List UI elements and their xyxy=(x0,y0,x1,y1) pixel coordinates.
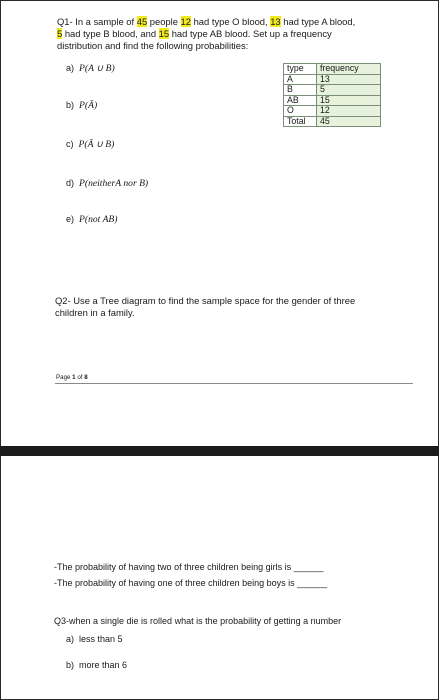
q1-line-1: Q1- In a sample of 45 people 12 had type O blood, 13 had type A blood, xyxy=(57,16,356,27)
part-b-expr: P(Ā) xyxy=(79,100,98,111)
q3-text: Q3-when a single die is rolled what is the probability of getting a number xyxy=(54,616,342,626)
q1-line-3: distribution and find the following probabilities: xyxy=(57,40,249,51)
frequency-table xyxy=(283,63,381,127)
part-a: a) P(A ∪ B) xyxy=(66,63,115,74)
table-header-row xyxy=(284,64,381,75)
page-footer: Page 1 of 8 xyxy=(56,374,88,381)
q2-line-1: Q2- Use a Tree diagram to find the sample space for the gender of three xyxy=(55,295,356,306)
part-e-expr: P(not AB) xyxy=(79,214,118,225)
q3-part-b: b) more than 6 xyxy=(66,660,128,670)
table-cell-type: O xyxy=(284,106,317,117)
table-cell-type: A xyxy=(284,74,317,85)
part-d: d) P(neitherA nor B) xyxy=(66,178,149,189)
q1-line-2: 5 had type B blood, and 15 had type AB blood. Set up a frequency xyxy=(57,28,332,39)
table-cell-frequency: 12 xyxy=(317,106,381,117)
table-row xyxy=(284,95,381,106)
table-cell-frequency: 13 xyxy=(317,74,381,85)
part-c-expr: P(Ā ∪ B) xyxy=(78,139,115,150)
q2-line-2: children in a family. xyxy=(55,307,135,318)
table-row xyxy=(284,85,381,96)
probability-boys-line: -The probability of having one of three children being boys is ______ xyxy=(54,578,328,588)
highlight-total: 45 xyxy=(136,16,148,27)
header-type: type xyxy=(284,64,317,75)
table-row xyxy=(284,106,381,117)
q3-part-a: a) less than 5 xyxy=(66,634,123,644)
part-d-expr: P(neitherA nor B) xyxy=(79,178,149,189)
highlight-b-count: 5 xyxy=(57,28,63,39)
table-cell-frequency: 5 xyxy=(317,85,381,96)
part-a-expr: P(A ∪ B) xyxy=(79,63,115,74)
page-divider xyxy=(0,446,439,456)
part-b: b) P(Ā) xyxy=(66,100,98,111)
highlight-a-count: 13 xyxy=(270,16,281,27)
part-c: c) P(Ā ∪ B) xyxy=(66,139,115,150)
table-row xyxy=(284,74,381,85)
table-row xyxy=(284,116,381,127)
table-cell-type: AB xyxy=(284,95,317,106)
highlight-o-count: 12 xyxy=(180,16,191,27)
highlight-ab-count: 15 xyxy=(158,28,170,39)
part-e: e) P(not AB) xyxy=(66,214,118,225)
table-cell-frequency: 45 xyxy=(317,116,381,127)
footer-rule xyxy=(55,383,413,384)
table-cell-frequency: 15 xyxy=(317,95,381,106)
probability-girls-line: -The probability of having two of three children being girls is ______ xyxy=(54,562,324,572)
table-cell-type: Total xyxy=(284,116,317,127)
table-cell-type: B xyxy=(284,85,317,96)
header-frequency: frequency xyxy=(317,64,381,75)
